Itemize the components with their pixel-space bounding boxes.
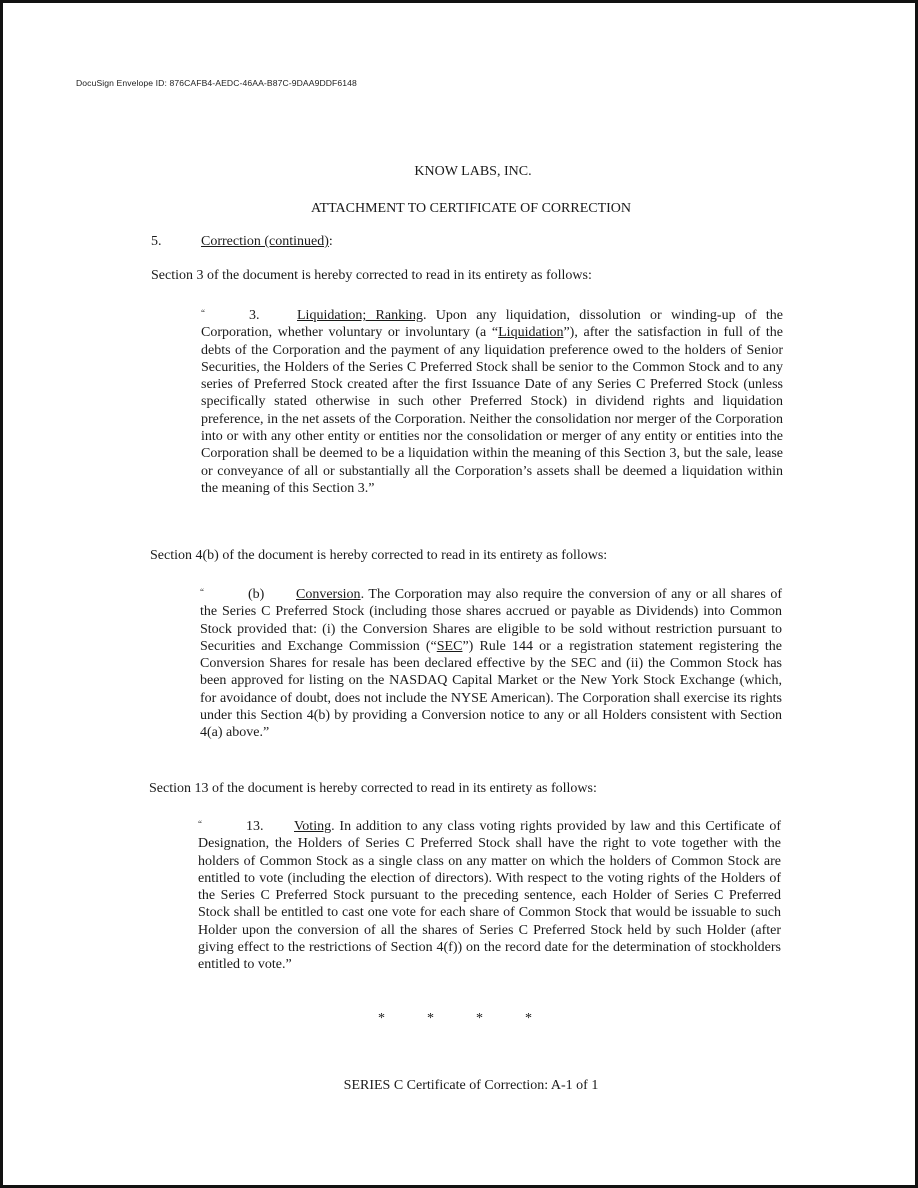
company-name: KNOW LABS, INC. bbox=[414, 164, 532, 179]
section-3-defined-term: Liquidation bbox=[498, 325, 564, 341]
section-4b-body-a: . The Corporation may also require the conversion of any or all shares of the Series C Preferred Stock (including those shares accrued or payable as Dividends) into Common Stock provided that: (i) the Conversion Shares are eligible to be sold without restriction pursuant to Securities and Exchange Commission (“ bbox=[200, 587, 782, 654]
separator-star: * bbox=[525, 1011, 532, 1026]
page-footer: SERIES C Certificate of Correction: A-1 of 1 bbox=[343, 1078, 599, 1093]
separator-stars bbox=[378, 1011, 574, 1027]
section-3-intro: Section 3 of the document is hereby corrected to read in its entirety as follows: bbox=[151, 268, 592, 283]
correction-colon: : bbox=[328, 234, 333, 249]
correction-label: Correction (continued) bbox=[201, 234, 329, 249]
section-3-text bbox=[201, 305, 783, 497]
section-4b-number: (b) bbox=[248, 587, 265, 602]
section-4b-body-b: ”) Rule 144 or a registration statement registering the Conversion Shares for resale has been declared effective by the SEC and (ii) the Common Stock has been approved for listing on the NASDAQ Capital Market or the New York Stock Exchange (which, for avoidance of doubt, does not include the NYSE American). The Corporation shall exercise its rights under this Section 4(b) by providing a Conversion notice to any or all Holders consistent with Section 4(a) above.” bbox=[200, 638, 782, 741]
section-3-body-b: ”), after the satisfaction in full of the debts of the Corporation and the payment of any liquidation preference owed to the holders of Senior Securities, the Holders of the Series C Preferred Stock shall be senior to the Common Stock and to any series of Preferred Stock created after the first Issuance Date of any Series C Preferred Stock (unless specifically stated otherwise in such other Preferred Stock) in dividend rights and liquidation preference, in the net assets of the Corporation. Neither the consolidation nor merger of the Corporation into or with any other entity or entities nor the consolidation or merger of any entity or entities into the Corporation shall be deemed to be a liquidation within the meaning of this Section 3, but the sale, lease or conveyance of all or substantially all the Corporation’s assets shall be deemed a liquidation within the meaning of this Section 3.” bbox=[201, 325, 783, 496]
section-4b-intro: Section 4(b) of the document is hereby corrected to read in its entirety as follows: bbox=[150, 548, 608, 563]
separator-star: * bbox=[378, 1011, 385, 1026]
section-4b-defined-term: SEC bbox=[436, 638, 463, 654]
section-13-number: 13. bbox=[246, 819, 264, 834]
correction-heading bbox=[151, 234, 333, 250]
section-4b-text bbox=[200, 584, 782, 742]
attachment-title: ATTACHMENT TO CERTIFICATE OF CORRECTION bbox=[310, 201, 632, 216]
section-4b-quote-open: “ bbox=[200, 587, 204, 597]
section-13-heading: Voting bbox=[294, 819, 332, 834]
section-3-body-a: . Upon any liquidation, dissolution or winding-up of the Corporation, whether voluntary or involuntary (a “ bbox=[201, 308, 784, 341]
separator-star: * bbox=[427, 1011, 434, 1026]
section-3-number: 3. bbox=[249, 308, 260, 323]
section-3-heading: Liquidation; Ranking bbox=[297, 308, 423, 323]
separator-star: * bbox=[476, 1011, 483, 1026]
section-13-text bbox=[198, 816, 781, 974]
section-4b-heading: Conversion bbox=[296, 587, 361, 602]
section-13-intro: Section 13 of the document is hereby corrected to read in its entirety as follows: bbox=[149, 781, 597, 796]
section-13-body-a: . In addition to any class voting rights provided by law and this Certificate of Designation, the Holders of Series C Preferred Stock shall have the right to vote together with the holders of Common Stock as a single class on any matter on which the holders of Common Stock are entitled to vote (including the election of directors). With respect to the voting rights of the Holders of the Series C Preferred Stock pursuant to the preceding sentence, each Holder of Series C Preferred Stock shall be entitled to cast one vote for each share of Common Stock that would be issuable to such Holder upon the conversion of all the shares of Series C Preferred Stock held by such Holder (after giving effect to the restrictions of Section 4(f)) on the record date for the determination of stockholders entitled to vote.” bbox=[198, 819, 781, 973]
section-13-quote-open: “ bbox=[198, 819, 202, 829]
section-3-quote-open: “ bbox=[201, 308, 205, 318]
correction-number: 5. bbox=[151, 234, 162, 249]
docusign-envelope-id: DocuSign Envelope ID: 876CAFB4-AEDC-46AA-B87C-9DAA9DDF6148 bbox=[76, 78, 357, 88]
